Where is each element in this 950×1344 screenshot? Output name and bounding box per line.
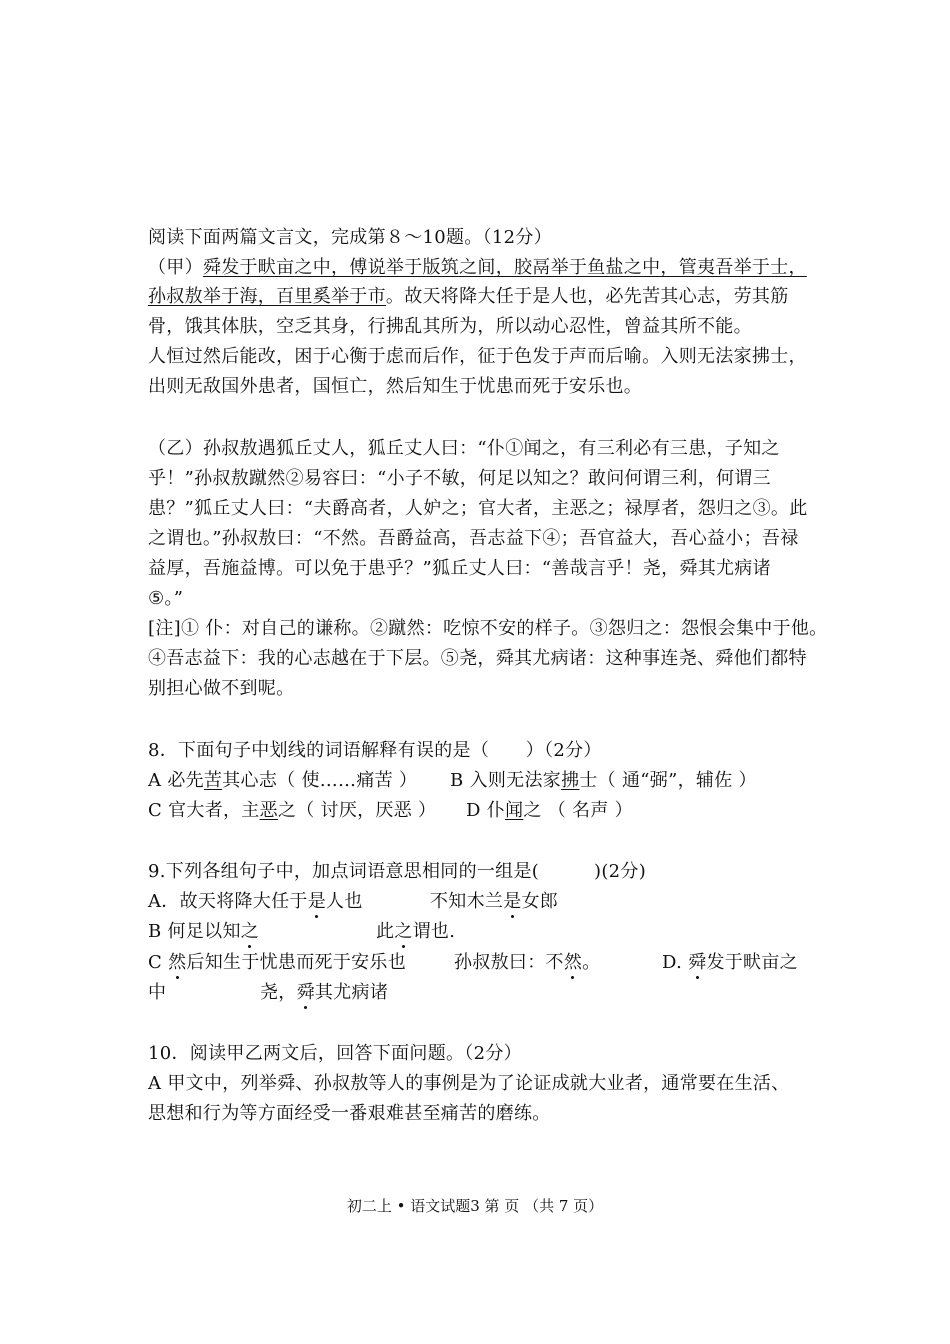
- q9-c2-pre: 孙叔敖曰：不: [454, 952, 564, 973]
- q9-c1-pre: C: [148, 952, 169, 973]
- q8-c-underlined: 恶: [259, 800, 278, 821]
- q9-a2-dotted: 是: [503, 891, 522, 912]
- q8-option-c: [148, 800, 436, 822]
- q9-a-sentence-1: [148, 891, 363, 913]
- q9-d2-pre: 尧，: [260, 982, 297, 1003]
- q9-b2-pre: 此: [376, 921, 395, 942]
- jia-line-1: [148, 257, 807, 279]
- q9-a-sentence-2: [430, 891, 558, 913]
- q9-c2-post: 。: [582, 952, 601, 973]
- q9-d1-dotted: 舜: [688, 952, 707, 973]
- jia-line-3: 骨，饿其体肤，空乏其身，行拂乱其所为，所以动心忍性，曾益其所不能。: [148, 316, 752, 337]
- q9-d1-post: 发于畎亩之: [706, 952, 798, 973]
- q9-d1-pre: D.: [662, 952, 689, 973]
- q9-c1-post: 后知生于忧患而死于安乐也: [186, 952, 407, 973]
- q8-b-underlined: 拂: [561, 770, 580, 791]
- notes-line-1: [注]① 仆：对自己的谦称。②蹴然：吃惊不安的样子。③怨归之：怨恨会集中于他。: [148, 618, 828, 639]
- q9-d-sentence-2: [260, 982, 388, 1004]
- notes-line-3: 别担心做不到呢。: [148, 678, 295, 699]
- yi-line-6: ⑤。”: [148, 588, 184, 609]
- q8-option-b: [450, 770, 757, 792]
- q10-option-a-line-2: 思想和行为等方面经受一番艰难甚至痛苦的磨练。: [148, 1103, 551, 1124]
- q9-a2-pre: 不知木兰: [430, 891, 504, 912]
- q9-b2-dotted: 之: [394, 921, 413, 942]
- q8-option-a: [148, 770, 417, 792]
- q8-a-post: 其心志（ 使……痛苦 ）: [222, 770, 418, 791]
- q8-d-underlined: 闻: [505, 800, 524, 821]
- jia-line-5: 出则无敌国外患者，国恒亡，然后知生于忧患而死于安乐也。: [148, 376, 643, 397]
- q8-d-pre: D 仆: [466, 800, 506, 821]
- jia-underlined-1: 舜发于畎亩之中，傅说举于版筑之间，胶鬲举于鱼盐之中，管夷吾举于士，: [202, 257, 807, 278]
- q9-b1-dotted: 之: [240, 921, 260, 942]
- jia-line-2: [148, 286, 789, 308]
- yi-line-3: 患？”狐丘丈人曰：“夫爵高者，人妒之；官大者，主恶之；禄厚者，怨归之③。此: [148, 498, 808, 519]
- q10-option-a-line-1: A 甲文中，列举舜、孙叔敖等人的事例是为了论证成就大业者，通常要在生活、: [148, 1073, 790, 1094]
- q8-b-post: 士（ 通“弼”，辅佐 ）: [579, 770, 757, 791]
- q9-c-sentence-2: [454, 952, 600, 974]
- intro-line: 阅读下面两篇文言文，完成第８～10题。（12分）: [148, 227, 553, 248]
- q8-a-underlined: 苦: [203, 770, 223, 791]
- q8-b-pre: B 入则无法家: [450, 770, 562, 791]
- page-footer: 初二上 • 语文试题3 第 页 （共 7 页）: [346, 1197, 604, 1215]
- q9-d2-dotted: 舜: [296, 982, 315, 1003]
- q8-d-post: 之 （ 名声 ）: [523, 800, 633, 821]
- jia-label: （甲）: [148, 257, 203, 278]
- jia-line-4: 人恒过然后能改，困于心衡于虑而后作，征于色发于声而后喻。入则无法家拂士，: [148, 346, 807, 367]
- q8-c-pre: C 官大者，主: [148, 800, 260, 821]
- jia-underlined-2: 孙叔敖举于海，百里奚举于市: [148, 286, 386, 307]
- q9-b-sentence-2: [376, 921, 455, 943]
- q9-b1-pre: B 何足以知: [148, 921, 241, 942]
- q8-c-post: 之（ 讨厌，厌恶 ）: [277, 800, 437, 821]
- q8-a-pre: A 必先: [148, 770, 204, 791]
- q9-b-sentence-1: [148, 921, 259, 943]
- q9-d-continuation: 中: [148, 982, 167, 1003]
- jia-line-2-rest: 。故天将降大任于是人也，必先苦其心志，劳其筋: [385, 286, 789, 307]
- yi-line-2: 乎！”孙叔敖蹴然②易容曰：“小子不敏，何足以知之？敢问何谓三利，何谓三: [148, 468, 771, 489]
- q9-a2-post: 女郎: [521, 891, 559, 912]
- yi-line-1: （乙）孙叔敖遇狐丘丈人，狐丘丈人曰：“仆①闻之，有三利必有三患，子知之: [148, 438, 780, 459]
- yi-line-5: 益厚，吾施益博。可以免于患乎？”狐丘丈人曰：“善哉言乎！尧，舜其尤病诸: [148, 558, 771, 579]
- q8-stem: 8．下面句子中划线的词语解释有误的是（ ）（2分）: [148, 740, 602, 761]
- q9-c-sentence-1: [148, 952, 406, 974]
- q9-a1-dotted: 是: [307, 891, 327, 912]
- q9-d2-post: 其尤病诸: [314, 982, 389, 1003]
- q8-option-d: [466, 800, 633, 822]
- q9-b2-post: 谓也.: [412, 921, 456, 942]
- q9-a1-pre: A．故天将降大任于: [148, 891, 308, 912]
- q9-c2-dotted: 然: [563, 952, 583, 973]
- yi-line-4: 之谓也。”孙叔敖曰：“不然。吾爵益高，吾志益下④；吾官益大，吾心益小；吾禄: [148, 528, 799, 549]
- q9-stem: 9.下列各组句子中，加点词语意思相同的一组是( )(2分): [148, 861, 647, 882]
- q9-c1-dotted: 然: [168, 952, 187, 973]
- q9-a1-post: 人也: [326, 891, 363, 912]
- q10-stem: 10．阅读甲乙两文后，回答下面问题。（2分）: [148, 1043, 522, 1064]
- notes-line-2: ④吾志益下：我的心志越在于下层。⑤尧，舜其尤病诸：这种事连尧、舜他们都特: [148, 648, 807, 669]
- q9-d-sentence-1: [662, 952, 798, 974]
